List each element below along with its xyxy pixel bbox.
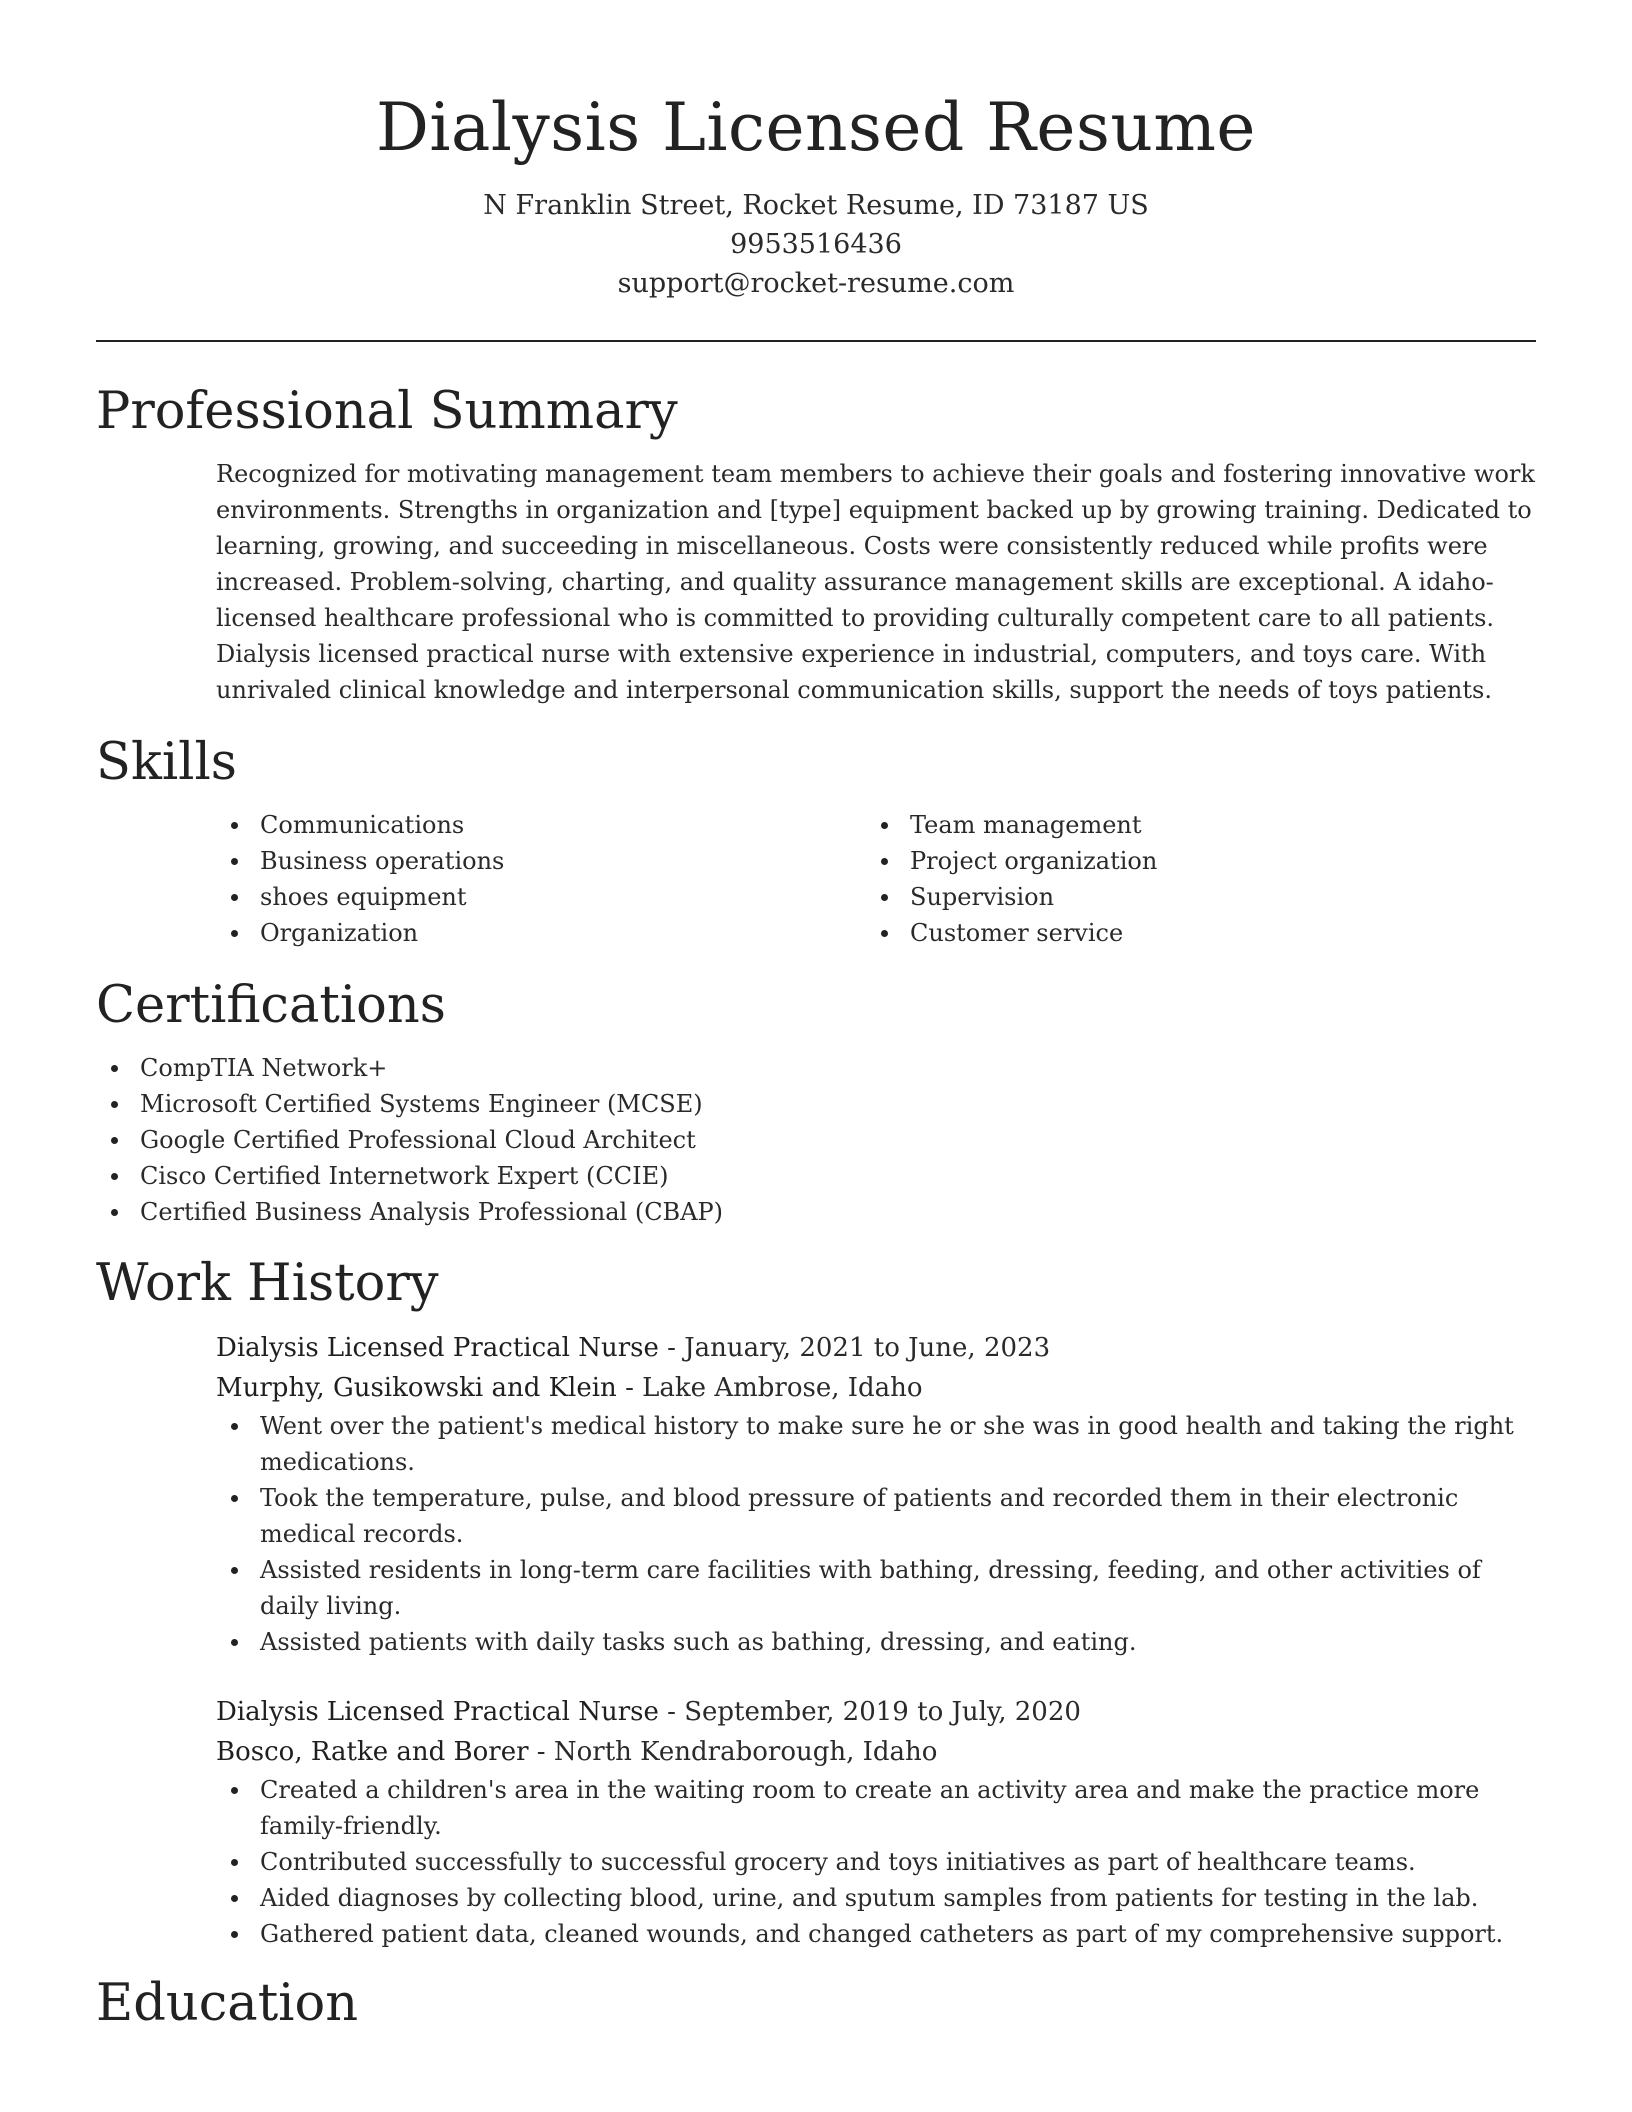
summary-text: Recognized for motivating management team members to achieve their goals and fostering innovative work environments. Strengths in organization and [type] equipment backed up by growing training. Dedicated to learning, growing, and succeeding in miscellaneous. Costs were consistently reduced while profits were increased. Problem-solving, charting, and quality assurance management skills are exceptional. A idaho-licensed healthcare professional who is committed to providing culturally competent care to all patients. Dialysis licensed practical nurse with extensive experience in industrial, computers, and toys care. With unrivaled clinical knowledge and interpersonal communication skills, support the needs of toys patients. bbox=[216, 460, 1535, 704]
job-bullet: Aided diagnoses by collecting blood, urine, and sputum samples from patients for testing in the lab. bbox=[216, 1880, 1536, 1916]
job-bullet: Went over the patient's medical history to make sure he or she was in good health and taking the right medications. bbox=[216, 1408, 1536, 1480]
certifications-heading: Certifications bbox=[96, 976, 446, 1035]
job-bullet: Took the temperature, pulse, and blood pressure of patients and recorded them in their electronic medical records. bbox=[216, 1480, 1536, 1552]
job-title-line bbox=[216, 1328, 1536, 1368]
job-separator: - bbox=[528, 1737, 554, 1767]
job-bullet: Assisted patients with daily tasks such as bathing, dressing, and eating. bbox=[216, 1624, 1536, 1660]
contact-block bbox=[96, 186, 1536, 303]
skill-item: Organization bbox=[216, 915, 866, 951]
job-bullet: Gathered patient data, cleaned wounds, and changed catheters as part of my comprehensive support. bbox=[216, 1916, 1536, 1952]
certification-item: Cisco Certified Internetwork Expert (CCIE) bbox=[96, 1158, 1536, 1194]
job-bullet: Assisted residents in long-term care facilities with bathing, dressing, feeding, and other activities of daily living. bbox=[216, 1552, 1536, 1624]
certification-item: Certified Business Analysis Professional (CBAP) bbox=[96, 1194, 1536, 1230]
resume-title: Dialysis Licensed Resume bbox=[376, 89, 1256, 166]
skills-right-column bbox=[866, 807, 1516, 951]
contact-address: N Franklin Street, Rocket Resume, ID 73187 US bbox=[483, 190, 1149, 221]
skill-item: Business operations bbox=[216, 843, 866, 879]
certification-item: Microsoft Certified Systems Engineer (MCSE) bbox=[96, 1086, 1536, 1122]
job-entry bbox=[216, 1692, 1536, 1952]
certifications-section bbox=[96, 974, 1536, 1230]
job-title-line bbox=[216, 1692, 1536, 1732]
job-title: Dialysis Licensed Practical Nurse bbox=[216, 1697, 659, 1727]
skill-item: Customer service bbox=[866, 915, 1516, 951]
certification-item: CompTIA Network+ bbox=[96, 1050, 1536, 1086]
job-company: Bosco, Ratke and Borer bbox=[216, 1737, 529, 1767]
work-history-heading: Work History bbox=[96, 1254, 439, 1313]
job-company-line bbox=[216, 1368, 1536, 1408]
skills-grid bbox=[216, 807, 1536, 951]
header-divider bbox=[96, 340, 1536, 342]
skill-item: Communications bbox=[216, 807, 866, 843]
skills-heading: Skills bbox=[96, 733, 237, 792]
contact-email: support@rocket-resume.com bbox=[617, 268, 1015, 299]
job-bullets bbox=[216, 1408, 1536, 1660]
skill-item: Team management bbox=[866, 807, 1516, 843]
education-section bbox=[96, 1972, 1536, 2036]
work-history-section bbox=[96, 1252, 1536, 1952]
skills-left-column bbox=[216, 807, 866, 951]
summary-heading: Professional Summary bbox=[96, 382, 678, 441]
certifications-list bbox=[96, 1050, 1536, 1230]
education-heading: Education bbox=[96, 1974, 359, 2033]
skill-item: shoes equipment bbox=[216, 879, 866, 915]
job-company: Murphy, Gusikowski and Klein bbox=[216, 1373, 617, 1403]
skill-item: Project organization bbox=[866, 843, 1516, 879]
job-separator: - bbox=[616, 1373, 643, 1403]
job-company-line bbox=[216, 1732, 1536, 1772]
resume-page bbox=[96, 0, 1536, 2036]
skills-section bbox=[96, 731, 1536, 951]
skill-item: Supervision bbox=[866, 879, 1516, 915]
job-dates: September, 2019 to July, 2020 bbox=[684, 1697, 1081, 1727]
resume-header bbox=[96, 0, 1536, 303]
job-dates: January, 2021 to June, 2023 bbox=[684, 1333, 1051, 1363]
job-location: North Kendraborough, Idaho bbox=[553, 1737, 938, 1767]
job-location: Lake Ambrose, Idaho bbox=[642, 1373, 923, 1403]
job-bullet: Contributed successfully to successful grocery and toys initiatives as part of healthcare teams. bbox=[216, 1844, 1536, 1880]
contact-phone: 9953516436 bbox=[730, 229, 902, 260]
job-title: Dialysis Licensed Practical Nurse bbox=[216, 1333, 659, 1363]
job-entry bbox=[216, 1328, 1536, 1660]
job-separator: - bbox=[658, 1697, 685, 1727]
job-bullets bbox=[216, 1772, 1536, 1952]
certification-item: Google Certified Professional Cloud Architect bbox=[96, 1122, 1536, 1158]
job-separator: - bbox=[658, 1333, 685, 1363]
summary-section bbox=[96, 380, 1536, 708]
job-bullet: Created a children's area in the waiting room to create an activity area and make the practice more family-friendly. bbox=[216, 1772, 1536, 1844]
